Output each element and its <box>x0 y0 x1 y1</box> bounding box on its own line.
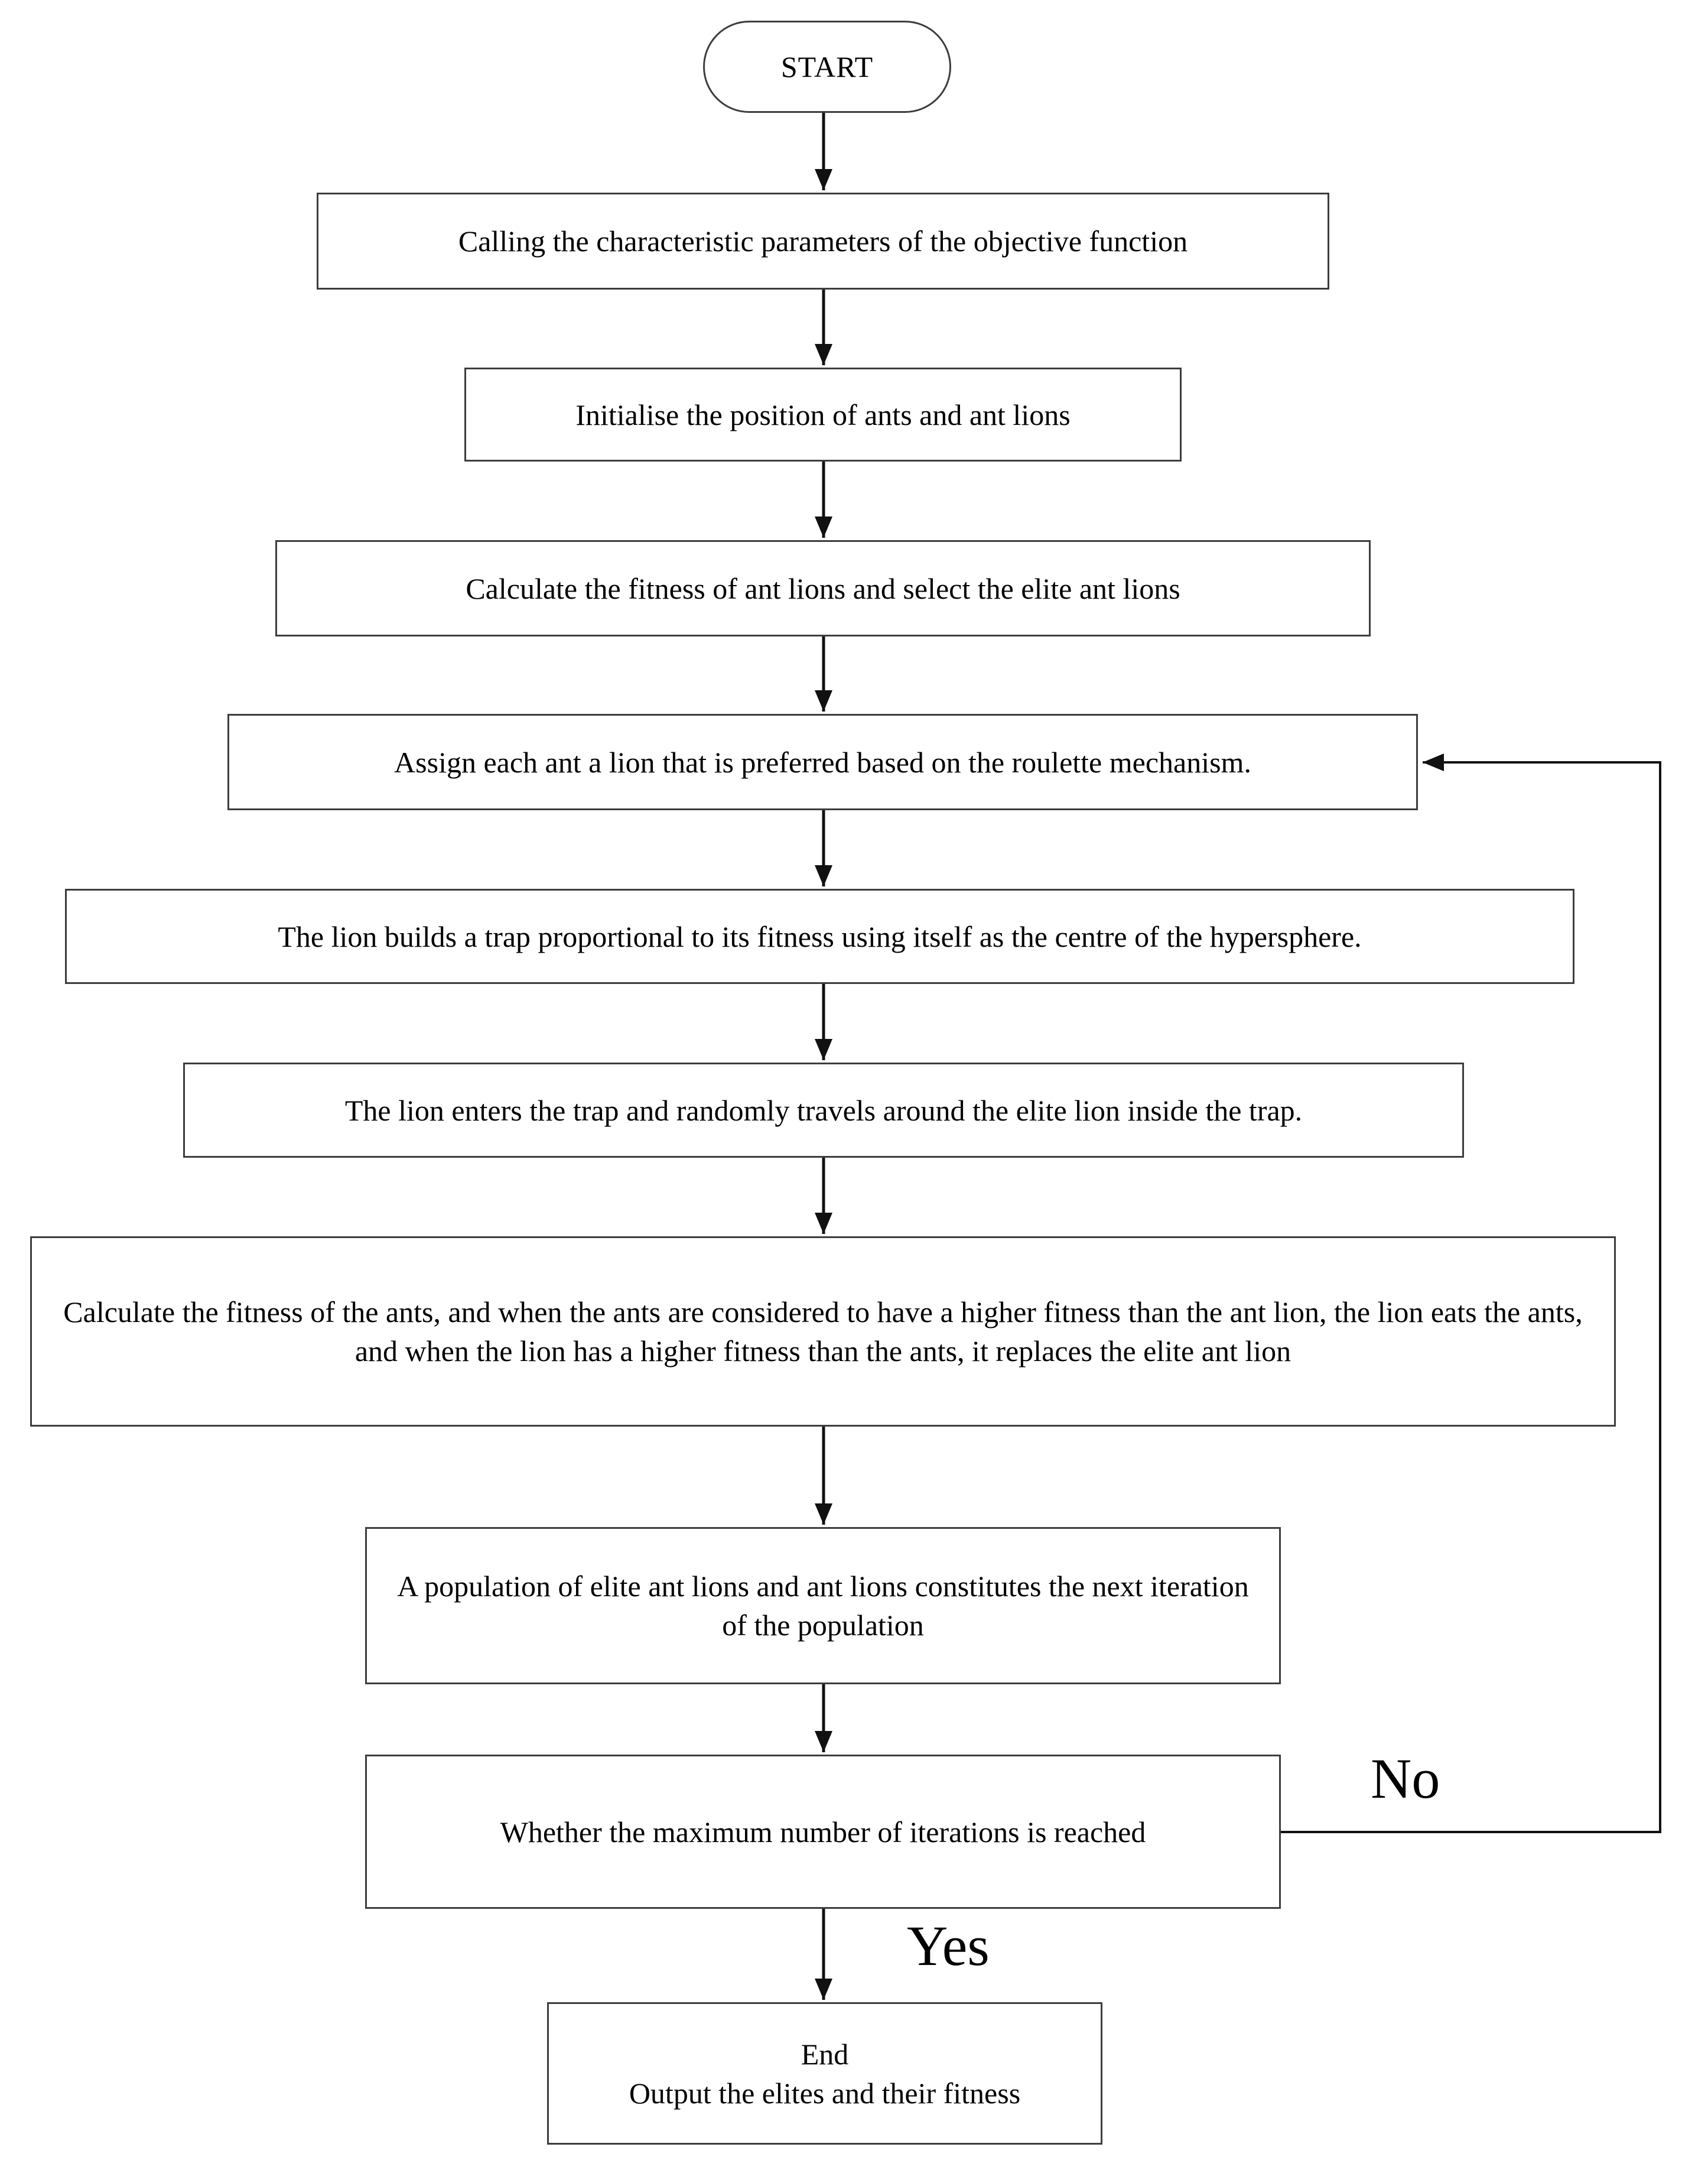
node-calculate-fitness-elite-label: Calculate the fitness of ant lions and select the elite ant lions <box>466 571 1180 605</box>
node-call-parameters <box>317 193 1329 290</box>
node-start-label: START <box>780 50 874 83</box>
node-end-line1: End <box>801 2037 849 2071</box>
node-calculate-fitness-elite <box>275 540 1371 636</box>
node-enter-trap <box>183 1063 1464 1158</box>
node-next-iteration-population-label: A population of elite ant lions and ant lions constitutes the next iteration of the population <box>397 1570 1249 1642</box>
node-next-iteration-population <box>365 1527 1281 1684</box>
node-roulette-assignment <box>227 714 1418 810</box>
node-end <box>547 2002 1102 2145</box>
node-enter-trap-label: The lion enters the trap and randomly travels around the elite lion inside the trap. <box>344 1093 1303 1127</box>
node-roulette-assignment-label: Assign each ant a lion that is preferred based on the roulette mechanism. <box>394 745 1251 779</box>
node-max-iterations-check <box>365 1755 1281 1909</box>
node-ant-fitness-replace <box>30 1236 1616 1427</box>
node-call-parameters-label: Calling the characteristic parameters of the objective function <box>458 225 1188 258</box>
edge-label-no: No <box>1371 1747 1440 1810</box>
node-max-iterations-check-label: Whether the maximum number of iterations is reached <box>500 1815 1146 1849</box>
node-start <box>703 21 951 113</box>
node-build-trap <box>65 889 1574 984</box>
node-ant-fitness-replace-label: Calculate the fitness of the ants, and when the ants are considered to have a higher fitness than the ant lion, the lion eats the ants, and when the lion has a higher fitness than the ants, it replaces the elite ant lion <box>63 1295 1583 1368</box>
node-end-label <box>565 2035 1084 2113</box>
node-end-line2: Output the elites and their fitness <box>629 2076 1021 2110</box>
node-build-trap-label: The lion builds a trap proportional to its fitness using itself as the centre of the hypersphere. <box>278 920 1362 953</box>
node-initialise-positions-label: Initialise the position of ants and ant lions <box>575 398 1071 431</box>
node-initialise-positions <box>464 368 1182 462</box>
edge-label-yes: Yes <box>907 1914 990 1977</box>
